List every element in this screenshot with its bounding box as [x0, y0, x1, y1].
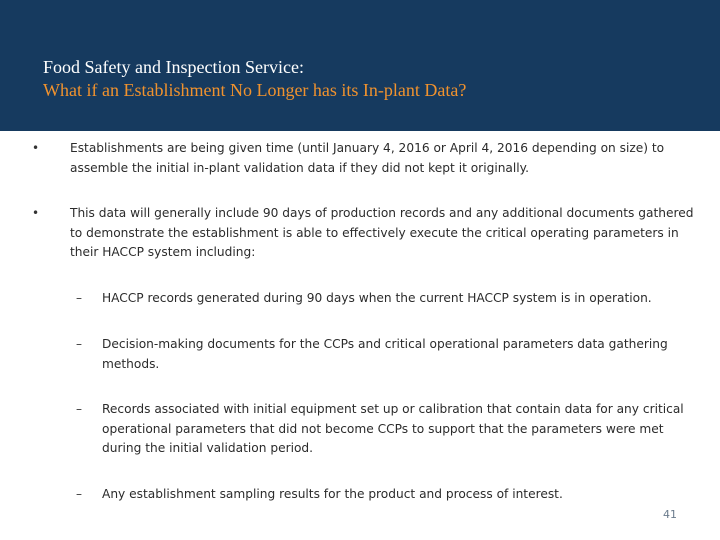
- slide-header: [0, 0, 720, 131]
- bullet-marker-1: •: [32, 141, 40, 155]
- subbullet-text-3: Records associated with initial equipment set up or calibration that contain data for any critical operational parameters that did not become CCPs to support that the parameters were met during the initial validation period.: [102, 402, 684, 455]
- page-number: 41: [663, 508, 677, 521]
- subbullet-marker-1: –: [76, 291, 82, 305]
- bullet-marker-2: •: [32, 206, 40, 220]
- subbullet-text-1: HACCP records generated during 90 days when the current HACCP system is in operation.: [102, 291, 652, 305]
- bullet-text-1: Establishments are being given time (until January 4, 2016 or April 4, 2016 depending on size) to assemble the initial in-plant validation data if they did not kept it originally.: [70, 141, 665, 175]
- slide-title: Food Safety and Inspection Service:: [43, 57, 304, 77]
- subbullet-marker-4: –: [76, 487, 82, 501]
- subbullet-text-4: Any establishment sampling results for the product and process of interest.: [102, 487, 563, 501]
- slide-subtitle: What if an Establishment No Longer has its In-plant Data?: [43, 80, 467, 100]
- subbullet-marker-3: –: [76, 402, 82, 416]
- subbullet-text-2: Decision-making documents for the CCPs and critical operational parameters data gathering methods.: [102, 337, 668, 371]
- subbullet-marker-2: –: [76, 337, 82, 351]
- bullet-text-2: This data will generally include 90 days of production records and any additional documents gathered to demonstrate the establishment is able to effectively execute the critical operating parameters in their HACCP system including:: [70, 206, 694, 259]
